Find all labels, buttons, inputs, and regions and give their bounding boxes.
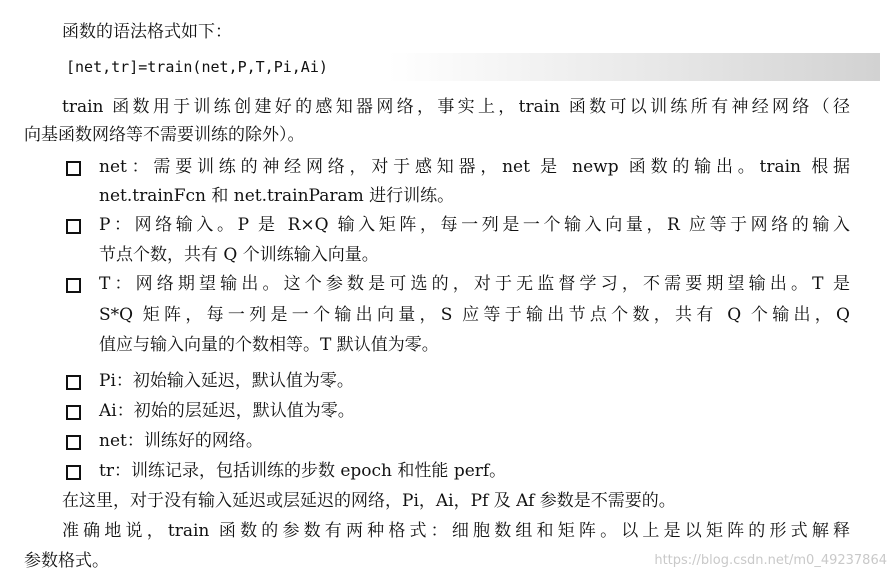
paragraph-1-line-1: train 函数用于训练创建好的感知器网络，事实上，train 函数可以训练所有神经网络（径 [62, 97, 850, 117]
list-item-p-line-1: P：网络输入。P 是 R×Q 输入矩阵，每一列是一个输入向量，R 应等于网络的输入 [99, 215, 850, 235]
checkbox-icon [66, 405, 81, 420]
watermark-url: https://blog.csdn.net/m0_49237864 [654, 553, 887, 568]
checkbox-icon [66, 219, 81, 234]
list-item-ai: Ai：初始的层延迟，默认值为零。 [99, 401, 355, 421]
list-item-pi: Pi：初始输入延迟，默认值为零。 [99, 371, 354, 391]
paragraph-3-line-1: 准确地说，train 函数的参数有两种格式：细胞数组和矩阵。以上是以矩阵的形式解释 [62, 521, 850, 541]
checkbox-icon [66, 161, 81, 176]
checkbox-icon [66, 278, 81, 293]
list-item-net-line-1: net：需要训练的神经网络，对于感知器，net 是 newp 函数的输出。train 根据 [99, 157, 850, 177]
list-item-t-line-3: 值应与输入向量的个数相等。T 默认值为零。 [99, 335, 439, 355]
list-item-p-line-2: 节点个数，共有 Q 个训练输入向量。 [99, 245, 379, 265]
list-item-t-line-2: S*Q 矩阵，每一列是一个输出向量，S 应等于输出节点个数，共有 Q 个输出，Q [99, 305, 850, 325]
paragraph-1-line-2: 向基函数网络等不需要训练的除外）。 [24, 125, 305, 145]
intro-text: 函数的语法格式如下： [62, 22, 232, 42]
checkbox-icon [66, 375, 81, 390]
paragraph-2: 在这里，对于没有输入延迟或层延迟的网络，Pi，Ai，Pf 及 Af 参数是不需要的。 [62, 491, 676, 511]
checkbox-icon [66, 435, 81, 450]
list-item-net-line-2: net.trainFcn 和 net.trainParam 进行训练。 [99, 186, 455, 206]
checkbox-icon [66, 465, 81, 480]
list-item-t-line-1: T：网络期望输出。这个参数是可选的，对于无监督学习，不需要期望输出。T 是 [99, 274, 850, 294]
code-syntax: [net,tr]=train(net,P,T,Pi,Ai) [66, 58, 328, 76]
paragraph-3-line-2: 参数格式。 [24, 551, 109, 571]
list-item-tr: tr：训练记录，包括训练的步数 epoch 和性能 perf。 [99, 461, 507, 481]
list-item-net-output: net：训练好的网络。 [99, 431, 263, 451]
